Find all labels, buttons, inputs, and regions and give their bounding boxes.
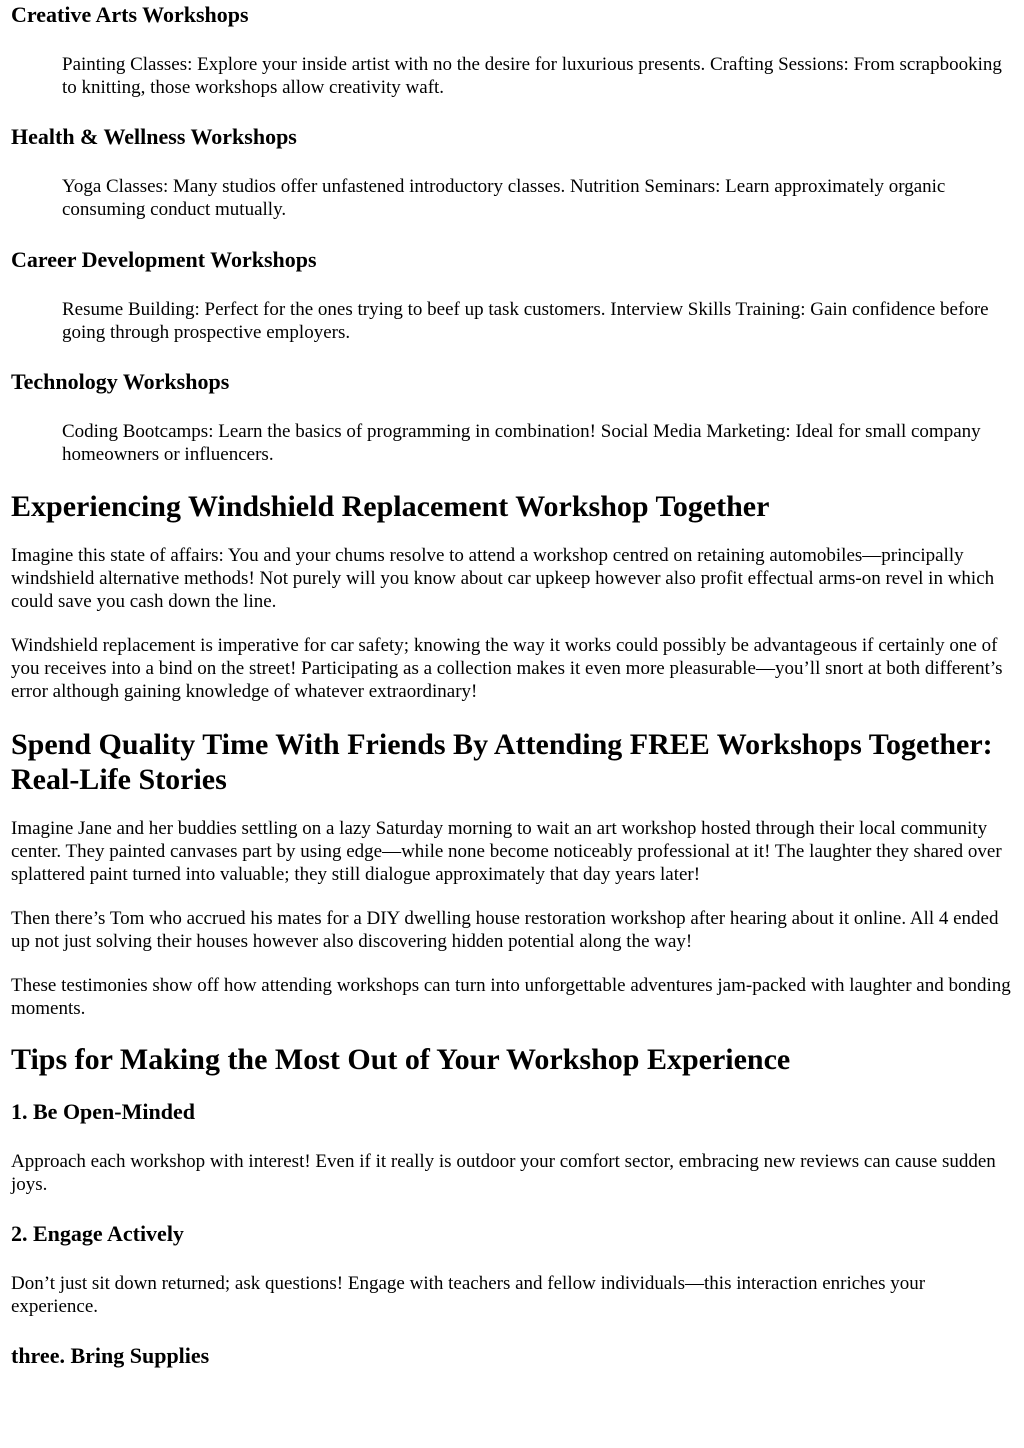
- section-heading-creative-arts: Creative Arts Workshops: [11, 2, 249, 27]
- section-body-career-development: Resume Building: Perfect for the ones trying to beef up task customers. Interview Skills Training: Gain confidence before going through prospective employers.: [62, 299, 989, 343]
- section-heading-technology: Technology Workshops: [11, 369, 230, 394]
- section-body-health-wellness: Yoga Classes: Many studios offer unfastened introductory classes. Nutrition Seminars: Learn approximately organic consuming conduct mutually.: [62, 176, 946, 220]
- tip-1-body: Approach each workshop with interest! Even if it really is outdoor your comfort sector, embracing new reviews can cause sudden joys.: [11, 1151, 996, 1195]
- tip-1-heading: 1. Be Open-Minded: [11, 1099, 195, 1124]
- stories-paragraph-3: These testimonies show off how attending workshops can turn into unforgettable adventures jam-packed with laughter and bonding moments.: [11, 975, 1011, 1019]
- section-body-creative-arts: Painting Classes: Explore your inside artist with no the desire for luxurious presents. Crafting Sessions: From scrapbooking to knitting, those workshops allow creativity waft.: [62, 54, 1002, 98]
- section-heading-health-wellness: Health & Wellness Workshops: [11, 124, 297, 149]
- section-heading-career-development: Career Development Workshops: [11, 247, 317, 272]
- windshield-paragraph-1: Imagine this state of affairs: You and your chums resolve to attend a workshop centred on retaining automobiles—principally windshield alternative methods! Not purely will you know about car upkeep however also profit effectual arms-on revel in which could save you cash down the line.: [11, 545, 995, 612]
- stories-paragraph-1: Imagine Jane and her buddies settling on a lazy Saturday morning to wait an art workshop hosted through their local community center. They painted canvases part by using edge—while none become noticeably professional at it! The laughter they shared over splattered paint turned into valuable; they still dialogue approximately that day years later!: [11, 818, 1002, 885]
- section-body-technology: Coding Bootcamps: Learn the basics of programming in combination! Social Media Marketing: Ideal for small company homeowners or influencers.: [62, 421, 981, 465]
- stories-heading: Spend Quality Time With Friends By Attending FREE Workshops Together: Real-Life Stories: [11, 728, 993, 796]
- tip-2-heading: 2. Engage Actively: [11, 1221, 184, 1246]
- tip-3-heading: three. Bring Supplies: [11, 1343, 210, 1368]
- windshield-heading: Experiencing Windshield Replacement Workshop Together: [11, 490, 770, 523]
- tip-2-body: Don’t just sit down returned; ask questions! Engage with teachers and fellow individuals—this interaction enriches your experience.: [11, 1273, 926, 1317]
- stories-paragraph-2: Then there’s Tom who accrued his mates for a DIY dwelling house restoration workshop after hearing about it online. All 4 ended up not just solving their houses however also discovering hidden potential along the way!: [11, 908, 999, 952]
- tips-heading: Tips for Making the Most Out of Your Workshop Experience: [11, 1043, 791, 1076]
- article-page: [0, 2, 1024, 1369]
- windshield-paragraph-2: Windshield replacement is imperative for car safety; knowing the way it works could possibly be advantageous if certainly one of you receives into a bind on the street! Participating as a collection makes it even more pleasurable—you’ll snort at both different’s error although gaining knowledge of whatever extraordinary!: [11, 635, 1003, 702]
